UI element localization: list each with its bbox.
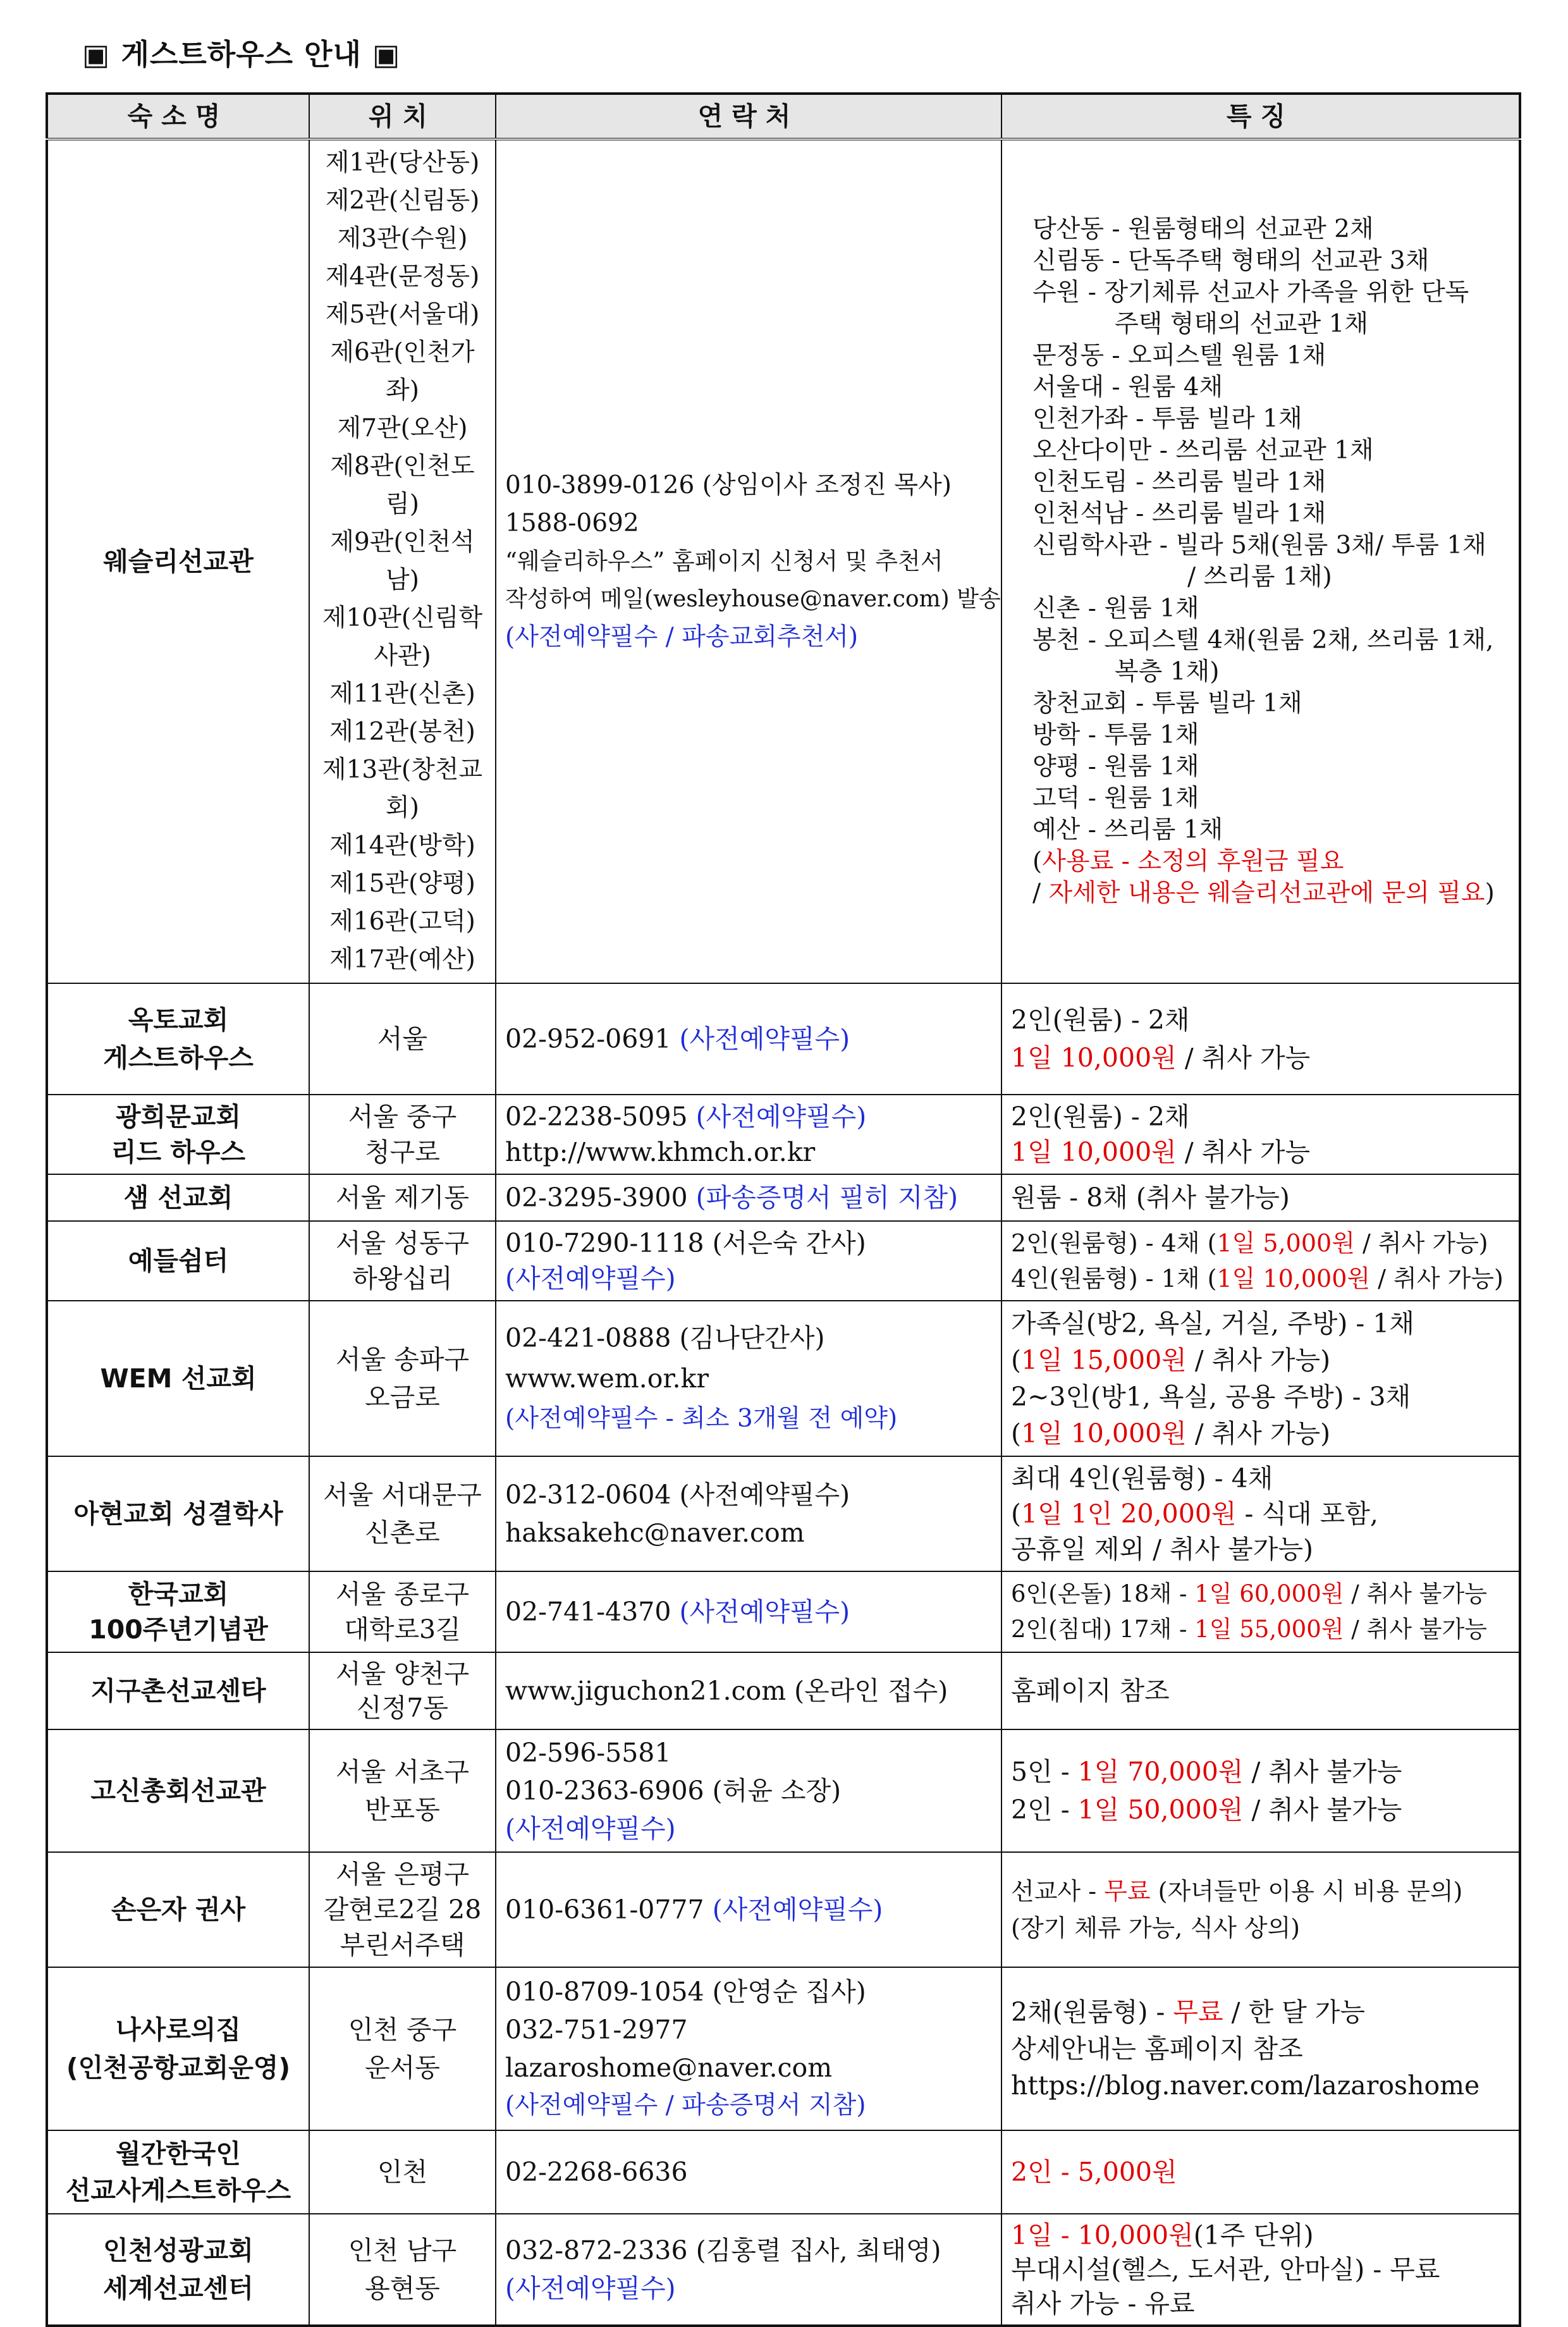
lodging-contact [496,1456,1001,1571]
phone: 02-2238-5095 [505,1102,688,1132]
location-line: 제16관(고덕) [329,907,475,936]
lodging-name: 고신총회선교관 [47,1729,309,1852]
table-row [47,1571,1520,1652]
feature-text: 4인(원룸형) - 1채 ( [1011,1265,1217,1292]
price: 무료 [1104,1877,1151,1905]
feature-line: 가족실(방2, 욕실, 거실, 주방) - 1채 [1011,1308,1414,1339]
location-line: 제6관(인천가좌) [330,338,475,405]
fee-text: 사용료 - 소정의 후원금 필요 [1042,847,1344,876]
name-line: 인천성광교회 [103,2235,254,2266]
feature-line [1011,1039,1510,1077]
feature-text: / 취사 불가능 [1344,1616,1487,1643]
lodging-name: 아현교회 성결학사 [47,1456,309,1571]
feature-line [1011,1791,1510,1829]
feature-text: - 식대 포함, [1236,1499,1378,1529]
location-line: 서울 은평구 [335,1859,470,1889]
location-line: 부린서주택 [340,1930,465,1960]
feature-line: 당산동 - 원룸형태의 선교관 2채 [1032,215,1374,243]
location-line: 하왕십리 [352,1263,453,1294]
location-line: 용현동 [365,2273,440,2304]
feature-text: / 취사 가능) [1354,1229,1488,1257]
lodging-features [1001,1221,1520,1301]
table-row [47,1652,1520,1729]
lodging-location [309,1221,496,1301]
feature-text: / 취사 불가능 [1344,1580,1487,1607]
feature-line [1011,1225,1510,1261]
reservation-note: (사전예약필수) [712,1894,883,1925]
phone: 02-2268-6636 [496,2130,1001,2214]
lodging-name [47,983,309,1095]
lodging-location: 서울 제기동 [309,1174,496,1221]
lodging-location [309,1967,496,2130]
lodging-contact [496,1301,1001,1456]
phone: 02-421-0888 (김나단간사) [505,1323,825,1353]
name-line: 선교사게스트하우스 [65,2175,291,2206]
lodging-name: 예들쉼터 [47,1221,309,1301]
feature-text: 2인(원룸형) - 4채 ( [1011,1229,1217,1257]
lodging-features [1001,139,1520,983]
phone: 02-312-0604 (사전예약필수) [505,1480,850,1510]
lodging-name [47,2130,309,2214]
location-line: 제8관(인천도림) [330,452,475,519]
fee-text: 자세한 내용은 웨슬리선교관에 문의 필요 [1048,879,1485,907]
feature-text: / 취사 가능) [1186,1345,1331,1375]
location-line: 신촌로 [365,1518,440,1548]
phone: 010-6361-0777 [505,1894,704,1925]
location-line: 제9관(인천석남) [330,528,475,594]
location-line: 서울 중구 [348,1102,457,1132]
table-row [47,139,1520,983]
reservation-note: (사전예약필수) [679,1597,850,1627]
feature-line [1011,1753,1510,1791]
lodging-features [1001,1301,1520,1456]
price: 1일 - 10,000원 [1011,2220,1194,2250]
feature-line: 서울대 - 원룸 4채 [1032,373,1223,402]
feature-text: (1주 단위) [1193,2220,1314,2250]
price: 1일 10,000원 [1011,1043,1177,1073]
location-line: 서울 종로구 [335,1579,470,1609]
feature-line: 공휴일 제외 / 취사 불가능) [1011,1534,1313,1564]
table-row [47,1174,1520,1221]
location-line: 서울 성동구 [335,1228,470,1258]
lodging-contact [496,1221,1001,1301]
feature-line: 문정동 - 오피스텔 원룸 1채 [1032,341,1326,370]
lodging-contact [496,1852,1001,1967]
table-row [47,2130,1520,2214]
name-line: 월간한국인 [115,2139,242,2169]
location-line: 운서동 [365,2053,440,2083]
lodging-location [309,2214,496,2326]
lodging-name [47,1967,309,2130]
location-line: 서울 양천구 [335,1659,470,1689]
phone: 032-751-2977 [505,2015,688,2045]
location-line: 신정7동 [357,1693,448,1723]
table-row [47,1456,1520,1571]
reservation-note: (사전예약필수) [505,1814,676,1844]
feature-line [1011,1873,1510,1910]
feature-line [1011,1994,1510,2030]
feature-line [1011,1415,1510,1452]
feature-line: 오산다이만 - 쓰리룸 선교관 1채 [1032,436,1374,465]
location-line: 제3관(수원) [337,224,468,253]
lodging-location: 인천 [309,2130,496,2214]
feature-line: 신림학사관 - 빌라 5채(원룸 3채/ 투룸 1채 [1032,531,1486,560]
location-line: 제11관(신촌) [329,680,475,708]
feature-text: 선교사 - [1011,1877,1105,1905]
location-line: 서울 송파구 [335,1344,470,1375]
location-line: 제7관(오산) [337,414,468,443]
feature-text: / 취사 가능 [1176,1137,1311,1167]
price: 1일 5,000원 [1216,1229,1355,1257]
feature-text: / 취사 불가능 [1243,1757,1402,1787]
page-title: ▣ 게스트하우스 안내 ▣ [82,37,401,71]
table-row [47,1301,1520,1456]
price: 1일 1인 20,000원 [1021,1499,1237,1529]
lodging-name [47,1095,309,1174]
email[interactable]: lazaroshome@naver.com [505,2053,833,2083]
feature-line [1011,1576,1510,1612]
feature-line [1011,1134,1510,1170]
location-line: 갈현로2길 28 [323,1894,482,1925]
location-line: 대학로3길 [344,1614,461,1645]
name-line: 세계선교센터 [103,2273,254,2304]
location-line: 제14관(방학) [329,832,475,860]
location-line: 제17관(예산) [329,945,475,974]
phone: 032-872-2336 (김홍렬 집사, 최태영) [505,2235,941,2266]
lodging-features: 홈페이지 참조 [1001,1652,1520,1729]
feature-line: 부대시설(헬스, 도서관, 안마실) - 무료 [1011,2254,1440,2285]
phone: 02-3295-3900 [505,1182,688,1213]
price: 1일 10,000원 [1021,1418,1187,1449]
location-line: 서울 서대문구 [323,1480,482,1510]
feature-line: 양평 - 원룸 1채 [1032,752,1199,781]
reservation-note: (파송증명서 필히 지참) [695,1182,959,1213]
lodging-location [309,1301,496,1456]
feature-line: 취사 가능 - 유료 [1011,2288,1195,2319]
feature-line: 주택 형태의 선교관 1채 [1115,310,1369,338]
feature-text: 2채(원룸형) - [1011,1997,1173,2027]
feature-line: 상세안내는 홈페이지 참조 [1011,2034,1303,2064]
feature-line: 복층 1채) [1115,658,1220,686]
website-link[interactable]: http://www.khmch.or.kr [505,1137,816,1167]
lodging-contact [496,1095,1001,1174]
lodging-features: 원룸 - 8채 (취사 불가능) [1001,1174,1520,1221]
reservation-note: (사전예약필수) [679,1024,850,1054]
feature-line [1011,1261,1510,1296]
feature-line: 신림동 - 단독주택 형태의 선교관 3채 [1032,247,1430,275]
phone: 010-8709-1054 (안영순 집사) [505,1977,866,2007]
table-row [47,1852,1520,1967]
reservation-note: (사전예약필수 / 파송교회추천서) [505,623,859,651]
feature-line: 2인(원룸) - 2채 [1011,1005,1190,1035]
reservation-note: (사전예약필수) [505,1263,676,1294]
contact-text: “웨슬리하우스” 홈페이지 신청서 및 추천서 [505,548,943,575]
lodging-features [1001,1729,1520,1852]
price: 1일 55,000원 [1194,1616,1344,1643]
lodging-contact [496,1174,1001,1221]
lodging-contact [496,1729,1001,1852]
reservation-note: (사전예약필수) [695,1102,867,1132]
table-row [47,1967,1520,2130]
feature-line: 인천가좌 - 투룸 빌라 1채 [1032,405,1302,433]
email[interactable]: haksakehc@naver.com [505,1518,805,1548]
feature-text: 6인(온돌) 18채 - [1011,1580,1195,1607]
lodging-location [309,1729,496,1852]
lodging-contact [496,983,1001,1095]
reservation-note: (사전예약필수 - 최소 3개월 전 예약) [505,1404,898,1433]
header-features: 특징 [1001,94,1520,139]
table-row [47,2214,1520,2326]
name-line: (인천공항교회운영) [66,2053,291,2083]
name-line: 게스트하우스 [103,1043,254,1073]
location-line: 제5관(서울대) [325,300,480,329]
lodging-location: 서울 [309,983,496,1095]
feature-line: 창천교회 - 투룸 빌라 1채 [1032,689,1302,718]
feature-line: 방학 - 투룸 1채 [1032,721,1199,749]
lodging-features [1001,1456,1520,1571]
feature-text: 5인 - [1011,1757,1078,1787]
price: 1일 15,000원 [1021,1345,1187,1375]
lodging-contact [496,1571,1001,1652]
lodging-contact [496,139,1001,983]
location-line: 오금로 [365,1382,440,1413]
price: 1일 60,000원 [1194,1580,1344,1607]
lodging-features [1001,983,1520,1095]
lodging-location [309,1571,496,1652]
lodging-name [47,2214,309,2326]
feature-text: / 취사 가능) [1186,1418,1331,1449]
feature-line: 봉천 - 오피스텔 4채(원룸 2채, 쓰리룸 1채, [1032,626,1494,654]
phone-line [505,1099,992,1134]
fee-line [1032,846,1510,878]
website-link[interactable]: www.wem.or.kr [505,1363,709,1394]
paren: ( [1032,847,1043,876]
feature-line [1011,1612,1510,1647]
location-line: 제10관(신림학사관) [322,604,483,670]
feature-text: 2인 - [1011,1795,1078,1825]
price: 1일 10,000원 [1216,1265,1371,1292]
phone: 010-2363-6906 (허윤 소장) [505,1776,842,1806]
feature-text: ( [1011,1345,1021,1375]
phone: 010-7290-1118 (서은숙 간사) [505,1228,866,1258]
price: 1일 70,000원 [1077,1757,1244,1787]
feature-text: / 취사 가능) [1370,1265,1504,1292]
phone: 02-952-0691 [505,1024,671,1054]
feature-text: ( [1011,1499,1021,1529]
phone: 1588-0692 [505,509,639,537]
location-line: 서울 서초구 [335,1757,470,1787]
header-contact: 연락처 [496,94,1001,139]
lodging-features [1001,2214,1520,2326]
feature-line: 2~3인(방1, 욕실, 공용 주방) - 3채 [1011,1382,1411,1412]
location-line: 인천 중구 [348,2015,457,2045]
lodging-location [309,1852,496,1967]
name-line: 리드 하우스 [111,1137,246,1167]
contact-text: 작성하여 메일(wesleyhouse@naver.com) 발송 [505,586,1001,612]
location-line: 제15관(양평) [329,869,475,898]
fee-line [1032,878,1510,909]
lodging-name: 샘 선교회 [47,1174,309,1221]
lodging-location [309,1095,496,1174]
feature-text: / 한 달 가능 [1223,1997,1366,2027]
price: 1일 50,000원 [1077,1795,1244,1825]
header-name: 숙소명 [47,94,309,139]
table-row [47,1729,1520,1852]
feature-text: ( [1011,1418,1021,1449]
feature-line: 고덕 - 원룸 1채 [1032,784,1199,813]
lodging-location [309,1652,496,1729]
location-line: 제4관(문정동) [325,262,480,291]
name-line: 광희문교회 [115,1102,242,1132]
feature-line: 신촌 - 원룸 1채 [1032,594,1199,623]
lodging-name [47,1571,309,1652]
feature-text: 2인(침대) 17채 - [1011,1616,1195,1643]
lodging-features [1001,1852,1520,1967]
feature-line: (장기 체류 가능, 식사 상의) [1011,1914,1301,1942]
feature-line [1011,1496,1510,1532]
paren: ) [1485,879,1495,907]
location-line: 제2관(신림동) [325,187,480,215]
lodging-location [309,139,496,983]
table-row [47,1221,1520,1301]
website-link[interactable]: www.jiguchon21.com (온라인 접수) [496,1652,1001,1729]
reservation-note: (사전예약필수 / 파송증명서 지참) [505,2091,866,2120]
header-location: 위치 [309,94,496,139]
lodging-features: 2인 - 5,000원 [1001,2130,1520,2214]
lodging-name: 지구촌선교센타 [47,1652,309,1729]
feature-line: / 쓰리룸 1채) [1187,563,1332,591]
lodging-features [1001,1967,1520,2130]
feature-line: 2인(원룸) - 2채 [1011,1102,1190,1132]
reservation-note: (사전예약필수) [505,2273,676,2304]
location-line: 제12관(봉천) [329,718,475,746]
location-line: 제13관(창천교회) [322,756,483,822]
feature-line [1011,2218,1510,2252]
location-line: 제1관(당산동) [325,149,480,177]
name-line: 나사로의집 [115,2015,242,2045]
price: 무료 [1173,1997,1223,2027]
phone: 02-741-4370 [505,1597,671,1627]
phone: 02-596-5581 [505,1738,671,1768]
feature-line: 인천도림 - 쓰리룸 빌라 1채 [1032,468,1326,496]
lodging-name: 웨슬리선교관 [47,139,309,983]
website-link[interactable]: https://blog.naver.com/lazaroshome [1011,2070,1480,2101]
table-row [47,983,1520,1095]
location-line: 반포동 [365,1795,440,1825]
feature-line: 수원 - 장기체류 선교사 가족을 위한 단독 [1032,278,1469,307]
feature-text: / 취사 불가능 [1243,1795,1402,1825]
lodging-name: 손은자 권사 [47,1852,309,1967]
feature-line: 예산 - 쓰리룸 1채 [1032,816,1223,844]
lodging-name: WEM 선교회 [47,1301,309,1456]
lodging-features [1001,1095,1520,1174]
lodging-contact [496,2214,1001,2326]
name-line: 한국교회 [128,1579,229,1609]
table-header-row [47,94,1520,139]
phone: 010-3899-0126 (상임이사 조정진 목사) [505,471,952,500]
location-line: 청구로 [365,1137,440,1167]
lodging-features [1001,1571,1520,1652]
feature-line: 인천석남 - 쓰리룸 빌라 1채 [1032,500,1326,528]
name-line: 옥토교회 [128,1005,229,1035]
table-row [47,1095,1520,1174]
feature-text: (자녀들만 이용 시 비용 문의) [1150,1877,1463,1905]
lodging-contact [496,1967,1001,2130]
name-line: 100주년기념관 [89,1614,268,1645]
price: 1일 10,000원 [1011,1137,1177,1167]
lodging-location [309,1456,496,1571]
feature-line [1011,1342,1510,1378]
feature-text: / 취사 가능 [1176,1043,1311,1073]
slash: / [1032,879,1049,907]
location-line: 인천 남구 [348,2235,457,2266]
feature-line: 최대 4인(원룸형) - 4채 [1011,1463,1273,1494]
guesthouse-table [46,92,1521,2327]
